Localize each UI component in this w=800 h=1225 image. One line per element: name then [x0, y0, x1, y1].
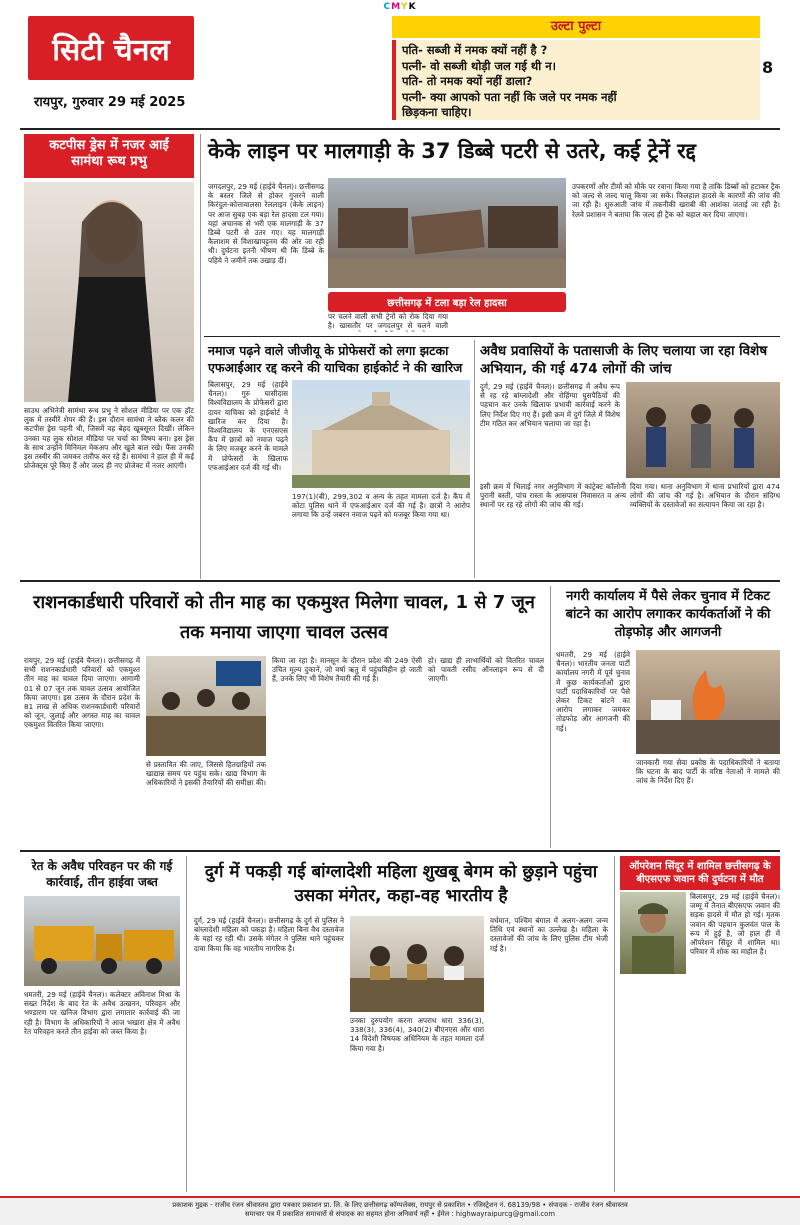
ration-body1: रायपुर, 29 मई (हाईवे चैनल)। छत्तीसगढ़ में सभी राशनकार्डधारी परिवारों को एकमुश्त तीन माह का चावल दिया जाएगा। आगामी 01 से 07 जून तक चावल उत्सव आयोजित किया जाएगा। इस उत्सव के दौरान प्रदेश के 81 लाख से अधिक राशनकार्डधारी परिवारों को जून, जुलाई और अगस्त माह का चावल एकमुश्त वितरित किया जाएगा।: [24, 656, 140, 730]
ration-headline: राशनकार्डधारी परिवारों को तीन माह का एकमुश्त मिलेगा चावल, 1 से 7 जून तक मनाया जाएगा चावल उत्सव: [33, 592, 535, 643]
actress-figure-icon: [24, 182, 194, 402]
rail-col3: उपकरणों और टीमों को मौके पर रवाना किया गया है ताकि डिब्बों को हटाकर ट्रैक को जल्द से जल्द चालू किया जा सके। फिलहाल हादसे के कारणों की जांच की जा रही है। शुरुआती जांच में तकनीकी खराबी की आशंका जताई जा रही है। रेलवे प्रशासन ने बताया कि जल्द ही ट्रैक को बहाल कर दिया जाएगा।: [572, 182, 780, 219]
joke-line: पत्नी- वो सब्जी थोड़ी जल गई थी न।: [402, 58, 556, 73]
fire-icon: [636, 650, 780, 754]
illegal-body1: दुर्ग, 29 मई (हाईवे चैनल)। छत्तीसगढ़ में अवैध रूप से रह रहे बांग्लादेशी और रोहिंग्या घुसपैठियों की पहचान कर उनके खिलाफ प्रभावी कार्रवाई करने के लिए निर्देश दिए गए हैं। इसी क्रम में दुर्ग जिले में विशेष टीम गठित कर अभियान चलाया जा रहा है।: [480, 382, 620, 428]
ticket-body: धमतरी, 29 मई (हाईवे चैनल)। भारतीय जनता पार्टी कार्यालय नगरी में पूर्व चुनाव में कुछ कार्यकर्ताओं द्वारा पार्टी पदाधिकारियों पर पैसे लेकर टिकट बांटने का आरोप लगाकर जमकर तोड़फोड़ और आगजनी की गई।: [556, 650, 630, 733]
court-building-icon: [292, 380, 470, 488]
derailment-photo: [328, 178, 566, 288]
column-rule: [614, 856, 615, 1192]
police-officers-icon: [350, 916, 484, 1012]
ration-body3: किया जा रहा है। मानसून के दौरान प्रदेश की 249 ऐसी उचित मूल्य दुकानें, जो वर्षा ऋतु में पहुंचविहीन हो जाती हैं, उनके लिए भी विशेष तैयारी की गई है।: [272, 656, 422, 684]
illegal-headline: अवैध प्रवासियों के पतासाजी के लिए चलाया जा रहा विशेष अभियान, की गई 474 लोगों की जांच: [480, 343, 768, 377]
truck-photo: [24, 896, 180, 986]
samantha-body: साउथ अभिनेत्री सामंथा रूथ प्रभु ने सोशल मीडिया पर एक हॉट लुक में तस्वीरें शेयर की हैं। इस दौरान सामंथा ने ब्लैक कलर की कटपीस ड्रेस पहनी थी, जिसमें वह बेहद खूबसूरत दिखीं। लेकिन उनका यह लुक सोशल मीडिया पर चर्चा का विषय बना। इस ड्रेस के साथ उन्होंने मिनिमल मेकअप और खुले बाल रखे। फैंस उनकी इस तस्वीर की जमकर तारीफ कर रहे हैं। सामंथा ने हाल ही में कई प्रोजेक्ट्स पूरे किए हैं और जल्द ही नए प्रोजेक्ट में नजर आएंगी।: [24, 406, 194, 471]
illegal-body3: दिया गया। थाना अनुविभाग में थाना प्रभारियों द्वारा 474 लोगों की जांच की गई है। अभियान के दौरान संदिग्ध व्यक्तियों के दस्तावेजों का सत्यापन किया जा रहा है।: [630, 482, 780, 510]
joke-line: पति- सब्जी में नमक क्यों नहीं है ?: [402, 43, 548, 57]
registration-marks: CMYK: [383, 2, 417, 12]
joke-line: पति- तो नमक क्यों नहीं डाला?: [402, 74, 533, 88]
column-rule: [550, 586, 551, 848]
rail-caption: छत्तीसगढ़ में टला बड़ा रेल हादसा: [328, 292, 566, 312]
illegal-body2: इसी क्रम में भिलाई नगर अनुविभाग में कांट्रेक्ट कॉलोनी पुरानी बस्ती, पांच रास्ता के आसपास निवासरत व अन्य स्थानों पर रह रहे लोगों की जांच की गई।: [480, 482, 626, 510]
samantha-photo: [24, 182, 194, 402]
court-photo: [292, 380, 470, 488]
page-number: 8: [762, 58, 774, 77]
divider: [20, 580, 780, 582]
divider: [204, 336, 780, 337]
imprint-footer: [0, 1196, 800, 1225]
rail-col2: पर चलने वाली सभी ट्रेनों को रोक दिया गया है। खासतौर पर जगदलपुर से चलने वाली: [328, 312, 448, 331]
joke-line: पत्नी- क्या आपको पता नहीं कि जले पर नमक नहीं: [402, 89, 617, 104]
sindoor-headline: ऑपरेशन सिंदूर में शामिल छत्तीसगढ़ के बीएसएफ जवान की दुर्घटना में मौत: [620, 856, 780, 890]
meeting-icon: [146, 656, 266, 756]
truck-icon: [24, 896, 180, 986]
bangladeshi-body1: दुर्ग, 29 मई (हाईवे चैनल)। छत्तीसगढ़ के दुर्ग से पुलिस ने बांग्लादेशी महिला को पकड़ा है। महिला बिना वैध दस्तावेज के यहां रह रही थी। उसके मंगेतर ने पुलिस थाने पहुंचकर दावा किया कि वह भारतीय नागरिक है।: [194, 916, 344, 953]
sand-body: धमतरी, 29 मई (हाईवे चैनल)। कलेक्टर अविनाश मिश्रा के सख्त निर्देश के बाद रेत के अवैध उत्खनन, परिवहन और भण्डारण पर खनिज विभाग द्वारा लगातार कार्रवाई की जा रही है। विभाग के अधिकारियों ने आज भखारा क्षेत्र में अवैध रेत परिवहन करते तीन हाईवा को जब्त किया है।: [24, 990, 180, 1036]
bangladeshi-headline: दुर्ग में पकड़ी गई बांग्लादेशी महिला शुखबू बेगम को छुड़ाने पहुंचा उसका मंगेतर, कहा-वह भारतीय है: [204, 862, 598, 906]
joke-line: छिड़कना चाहिए।: [402, 105, 472, 119]
vandalism-photo: [636, 650, 780, 754]
ticket-body2: जानकारी गया सेवा प्रकोष्ठ के पदाधिकारियों ने बताया कि घटना के बाद पार्टी के वरिष्ठ नेताओं ने मामले की जांच के निर्देश दिए हैं।: [636, 758, 780, 786]
inspection-photo: [626, 382, 780, 478]
divider: [20, 128, 780, 130]
rail-headline: केके लाइन पर मालगाड़ी के 37 डिब्बे पटरी से उतरे, कई ट्रेनें रद्द: [208, 139, 696, 163]
bangladeshi-body3: वर्धमान, पश्चिम बंगाल में अलग-अलग जन्म तिथि एवं स्थानों का उल्लेख है। महिला के दस्तावेजों की जांच के लिए पुलिस टीम भेजी गई है।: [490, 916, 608, 953]
sand-headline: रेत के अवैध परिवहन पर की गई कार्रवाई, तीन हाईवा जब्त: [31, 859, 173, 889]
namaz-body1: बिलासपुर, 29 मई (हाईवे चैनल)। गुरु घासीदास विश्वविद्यालय के प्रोफेसरों द्वारा दायर याचिका को हाईकोर्ट ने खारिज कर दिया है। विश्वविद्यालय के एनएसएस कैंप में छात्रों को नमाज पढ़ने के लिए मजबूर करने के मामले में प्रोफेसरों के खिलाफ एफआईआर दर्ज की गई थी।: [208, 380, 288, 472]
dateline: रायपुर, गुरुवार 29 मई 2025: [34, 95, 186, 110]
ulta-pulta-box: [392, 40, 760, 120]
column-rule: [474, 340, 475, 578]
divider: [20, 850, 780, 852]
column-rule: [200, 134, 201, 579]
namaz-body2: 197(1)(बी), 299,302 व अन्य के तहत मामला दर्ज है। कैंप में कोटा पुलिस थाने में एफआईआर दर्ज की गई है। छात्रों ने आरोप लगाया कि उन्हें जबरन नमाज पढ़ने को मजबूर किया गया था।: [292, 492, 470, 520]
namaz-headline: नमाज पढ़ने वाले जीजीयू के प्रोफेसरों को लगा झटका एफआईआर रद्द करने की याचिका हाईकोर्ट ने की खारिज: [208, 343, 463, 375]
ticket-headline: नगरी कार्यालय में पैसे लेकर चुनाव में टिकट बांटने का आरोप लगाकर कार्यकर्ताओं ने की तोड़फोड़ और आगजनी: [565, 589, 771, 640]
samantha-headline: कटपीस ड्रेस में नजर आईं सामंथा रूथ प्रभु: [24, 134, 194, 178]
column-rule: [186, 856, 187, 1192]
imprint-line: प्रकाशक मुद्रक - राजीव रंजन श्रीवास्तव द्वारा पत्रकार प्रकाशन प्रा. लि. के लिए छत्तीसगढ़ कॉम्पलेक्स, रायपुर से प्रकाशित • रजिस्ट्रेशन नं. 68139/98 • संपादक - राजीव रंजन श्रीवास्तव: [172, 1201, 628, 1209]
sindoor-body: बिलासपुर, 29 मई (हाईवे चैनल)। जम्मू में तैनात बीएसएफ जवान की सड़क हादसे में मौत हो गई। मृतक जवान की पहचान कुलवंत पाल के रूप में हुई है, जो हाल ही में ऑपरेशन सिंदूर में शामिल था। परिवार में शोक का माहौल है।: [690, 892, 780, 957]
soldier-photo: [620, 892, 686, 974]
meeting-photo: [146, 656, 266, 756]
soldier-icon: [620, 892, 686, 974]
ration-body2: से प्रस्तावित की जाए, जिससे हितग्राहियों तक खाद्यान्न समय पर पहुंच सके। खाद्य विभाग के अधिकारियों ने इसकी तैयारियों की समीक्षा की।: [146, 760, 266, 788]
masthead: [28, 16, 194, 80]
ulta-pulta-title: उल्टा पुल्टा: [392, 16, 760, 38]
masthead-title: सिटी चैनल: [52, 32, 170, 68]
ration-body4: हो। खाद्य ही लाभार्थियों को वितरित चावल को पावती रसीद ऑनलाइन रूप से दी जाएगी।: [428, 656, 544, 684]
train-icon: [328, 178, 566, 288]
rail-col1: जगदलपुर, 29 मई (हाईवे चैनल)। छत्तीसगढ़ के बस्तर जिले से होकर गुजरने वाली किरंदुल-कोत्तावालसा रेललाइन (केके लाइन) पर आज सुबह एक बड़ा रेल हादसा टल गया। यहां अचानक से भरी एक मालगाड़ी के 37 डिब्बे पटरी से उतर गए। यह मालगाड़ी कैलाशम से विशाखापट्टनम की ओर जा रही थी। दुर्घटना इतनी भीषण थी कि डिब्बे के पहिये ने जमीनें तक उखाड़ दीं।: [208, 182, 324, 265]
imprint-line: समाचार पत्र में प्रकाशित समाचारों से संपादक का सहमत होना अनिवार्य नहीं • ईमेल : highwayraipurcg@gmail.com: [245, 1210, 555, 1218]
police-photo: [350, 916, 484, 1012]
people-icon: [626, 382, 780, 478]
bangladeshi-body2: उनका दुरुपयोग करना अपराध धारा 336(3), 338(3), 336(4), 340(2) बीएनएस और धारा 14 विदेशी विषयक अधिनियम के तहत मामला दर्ज किया गया है।: [350, 1016, 484, 1053]
